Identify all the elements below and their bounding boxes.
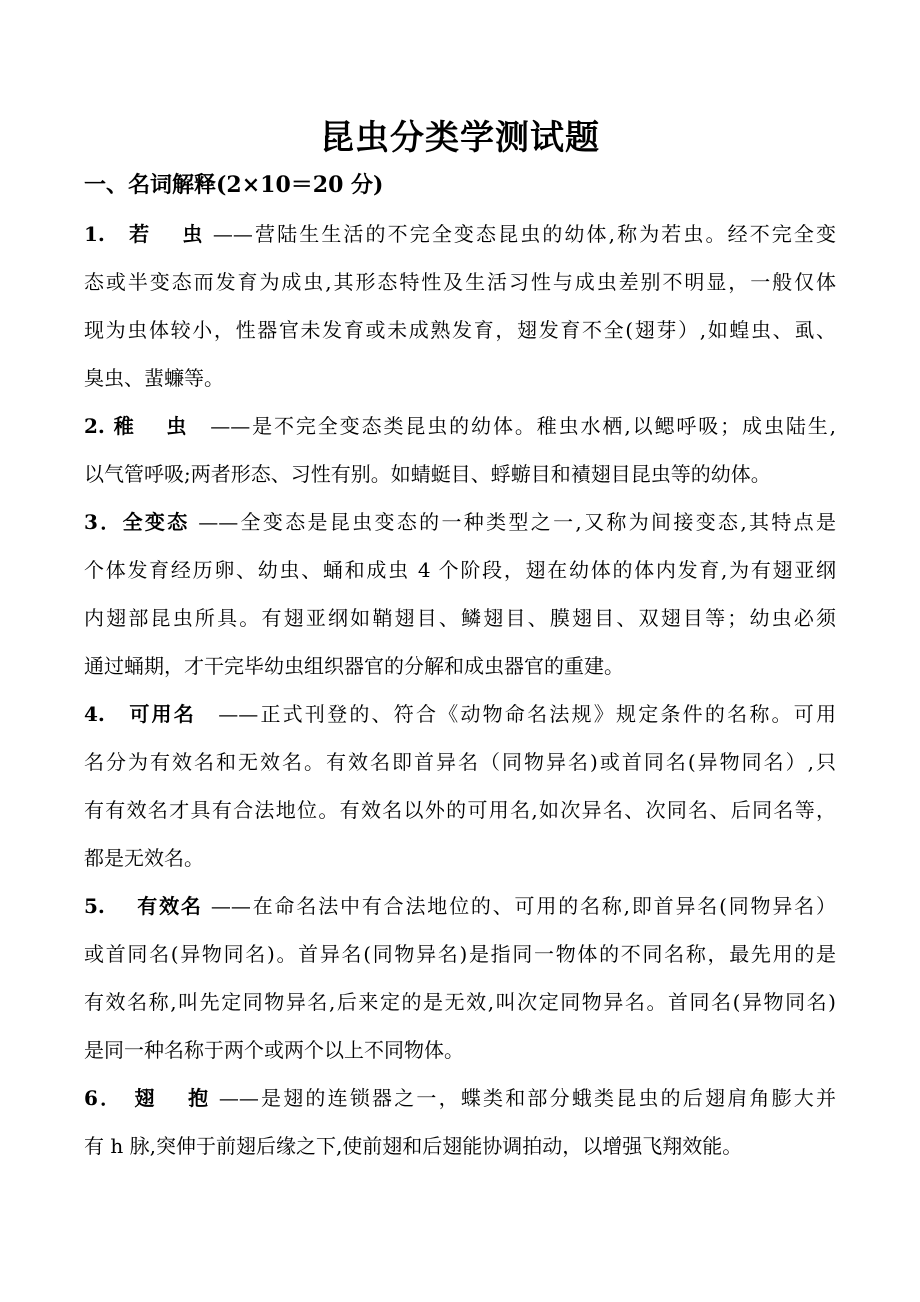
entry-4-line-1 [84, 696, 836, 732]
entry-6-text: ——是翅的连锁器之一，蝶类和部分蛾类昆虫的后翅肩角膨大并 [210, 1086, 836, 1110]
entry-2-term: 2. 稚 虫 [84, 414, 189, 438]
entry-2-line-1 [84, 408, 836, 444]
entry-6-line-1 [84, 1080, 836, 1116]
entry-1-term: 1. 若 虫 [84, 222, 205, 246]
entry-3-line-2: 个体发育经历卵、幼虫、蛹和成虫 4 个阶段，翅在幼体的体内发育,为有翅亚纲 [84, 558, 836, 582]
entry-5-text: ——在命名法中有合法地位的、可用的名称,即首异名(同物异名） [202, 894, 836, 918]
entry-4-term: 4. 可用名 [84, 702, 196, 726]
entry-3-term: 3．全变态 [84, 510, 190, 534]
entry-3-text: ——全变态是昆虫变态的一种类型之一,又称为间接变态,其特点是 [189, 510, 836, 534]
entry-5-line-3: 有效名称,叫先定同物异名,后来定的是无效,叫次定同物异名。首同名(异物同名) [84, 990, 836, 1014]
entry-5-line-4: 是同一种名称于两个或两个以上不同物体。 [84, 1038, 464, 1062]
entry-5-line-1 [84, 888, 836, 924]
entry-5-line-2: 或首同名(异物同名)。首异名(同物异名)是指同一物体的不同名称，最先用的是 [84, 942, 836, 966]
entry-2-line-2: 以气管呼吸;两者形态、习性有别。如蜻蜓目、蜉蝣目和襀翅目昆虫等的幼体。 [84, 462, 771, 486]
entry-6-line-2: 有 h 脉,突伸于前翅后缘之下,使前翅和后翅能协调拍动，以增强飞翔效能。 [84, 1134, 743, 1158]
entry-3-line-3: 内翅部昆虫所具。有翅亚纲如鞘翅目、鳞翅目、膜翅目、双翅目等；幼虫必须 [84, 606, 836, 630]
entry-2-text: ——是不完全变态类昆虫的幼体。稚虫水栖,以鳃呼吸；成虫陆生, [188, 414, 836, 438]
entry-4-line-4: 都是无效名。 [84, 846, 204, 870]
entry-1-line-4: 臭虫、蜚蠊等。 [84, 366, 224, 390]
entry-1-line-3: 现为虫体较小，性器官未发育或未成熟发育，翅发育不全(翅芽）,如蝗虫、虱、 [84, 318, 836, 342]
entry-3-line-1 [84, 504, 836, 540]
section-heading: 一、名词解释(2×10＝20 分) [84, 172, 384, 198]
entry-1-text: ——营陆生生活的不完全变态昆虫的幼体,称为若虫。经不完全变 [204, 222, 836, 246]
entry-4-text: ——正式刊登的、符合《动物命名法规》规定条件的名称。可用 [196, 702, 836, 726]
entry-4-line-3: 有有效名才具有合法地位。有效名以外的可用名,如次异名、次同名、后同名等， [84, 798, 836, 822]
entry-6-term: 6． 翅 抱 [84, 1086, 211, 1110]
entry-1-line-2: 态或半变态而发育为成虫,其形态特性及生活习性与成虫差别不明显，一般仅体 [84, 270, 836, 294]
entry-1-line-1 [84, 216, 836, 252]
entry-5-term: 5. 有效名 [84, 894, 203, 918]
entry-4-line-2: 名分为有效名和无效名。有效名即首异名（同物异名)或首同名(异物同名）,只 [84, 750, 836, 774]
document-title: 昆虫分类学测试题 [320, 118, 600, 158]
entry-3-line-4: 通过蛹期，才干完毕幼虫组织器官的分解和成虫器官的重建。 [84, 654, 624, 678]
